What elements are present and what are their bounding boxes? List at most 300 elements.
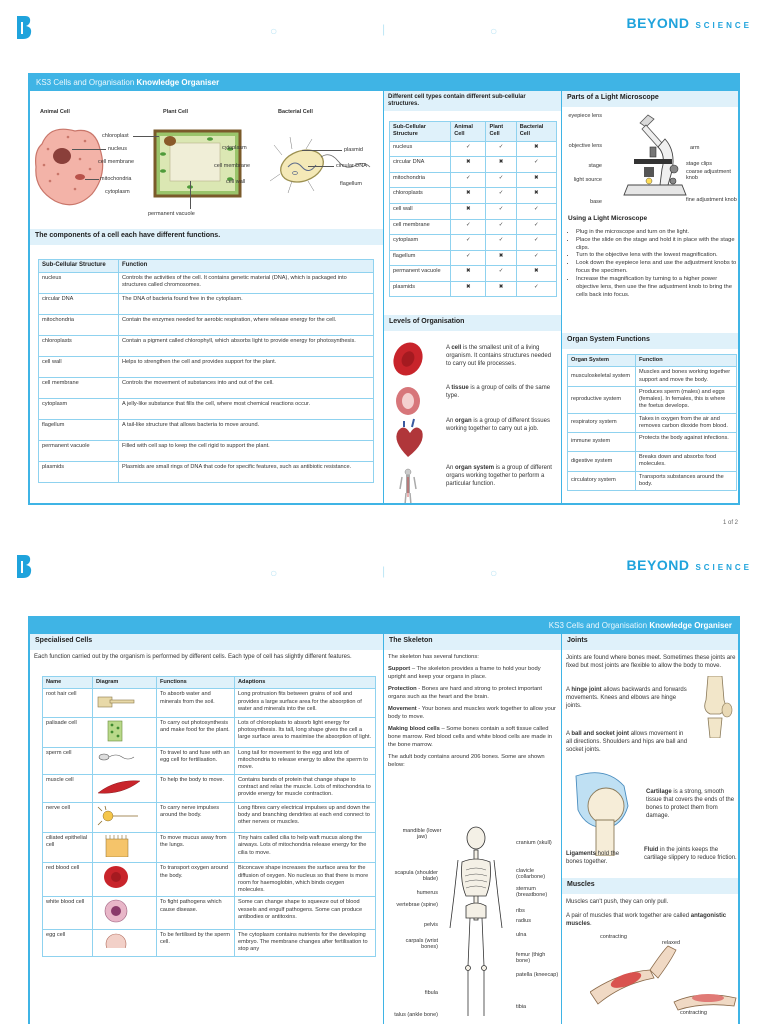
col-header: Adaptions [235, 677, 376, 689]
page2-title-prefix: KS3 Cells and Organisation [548, 621, 648, 630]
table-row [390, 281, 557, 297]
function-text: – Some bones contain a soft tissue called bone marrow. Red blood cells and white blood cells are made in the bone marrow. [388, 725, 553, 748]
table-row [43, 863, 376, 897]
function-term: Support [388, 665, 411, 672]
col-header: Organ System [568, 355, 636, 367]
table-row [39, 398, 374, 419]
arm-muscles-icon [590, 942, 740, 1012]
presence-mark: ✓ [516, 281, 556, 297]
organ-system-cell: respiratory system [568, 413, 636, 433]
cell-name: egg cell [43, 929, 93, 956]
presence-mark: ✓ [451, 141, 486, 157]
cell-function: To fight pathogens which cause disease. [157, 897, 235, 929]
level-term: cell [451, 345, 462, 351]
joint-text: A [566, 731, 572, 737]
table-row [390, 235, 557, 251]
presence-mark: ✓ [451, 172, 486, 188]
col-header: Diagram [93, 677, 157, 689]
label-relaxed: relaxed [662, 940, 681, 946]
fluid-text [644, 846, 738, 862]
joint-text: is a strong, smooth tissue that covers the ends of the bones to protect them from damage. [646, 789, 735, 820]
using-step: • Place the slide on the stage and hold it in place with the stage clips. [576, 237, 738, 253]
label-patella: patella (kneecap) [516, 972, 559, 978]
table-row [390, 250, 557, 266]
cell-function: To carry nerve impulses around the body. [157, 802, 235, 832]
label-talus: talus (ankle bone) [394, 1012, 438, 1018]
bacterial-cell-heading: Bacterial Cell [278, 109, 313, 115]
function-cell: Controls the movement of substances into and out of the cell. [119, 377, 374, 398]
organ-function-cell: Breaks down and absorbs food molecules. [636, 452, 737, 472]
structure-cell: plasmids [39, 461, 119, 482]
joint-text: A [566, 687, 572, 693]
joint-text: allows movement in all directions. Shoulders and hips are ball and socket joints. [566, 731, 688, 754]
page2-titlebar [30, 618, 738, 634]
structure-cell: flagellum [390, 250, 451, 266]
leader-line [85, 179, 99, 180]
label-cranium: cranium (skull) [516, 840, 552, 846]
skeleton-function [388, 726, 556, 750]
components-heading: The components of a cell each have different functions. [30, 229, 383, 245]
table-row [390, 203, 557, 219]
structure-cell: permanent vacuole [390, 266, 451, 282]
hinge-joint-text [566, 686, 688, 710]
level-text: is the smallest unit of a living organism. It contains structures needed to carry out life processes. [446, 345, 552, 367]
label-ulna: ulna [516, 932, 527, 938]
organ-system-cell: immune system [568, 433, 636, 452]
specialised-table [42, 676, 376, 957]
level-term: organ system [455, 465, 495, 471]
page2-title-main: Knowledge Organiser [649, 621, 732, 630]
joint-text: allows backwards and forwards movements. Knees and elbows are hinge joints. [566, 687, 687, 710]
brand-text: BEYOND [626, 557, 690, 573]
table-row [43, 929, 376, 956]
function-cell: Contain a pigment called chlorophyll, which absorbs light to provide energy for photosynthesis. [119, 335, 374, 356]
level-organ [446, 418, 556, 434]
table-row [568, 433, 737, 452]
presence-mark: ✖ [486, 281, 516, 297]
label-tibia: tibia [516, 1004, 527, 1010]
cell-adaption: Some can change shape to squeeze out of blood vessels and engulf pathogens. Some can produce antibodies or antitoxins. [235, 897, 376, 929]
cell-adaption: Biconcave shape increases the surface area for the diffusion of oxygen. No nucleus so that there is more room for haemoglobin, which binds oxygen molecules. [235, 863, 376, 897]
presence-mark: ✓ [516, 219, 556, 235]
column-divider [383, 91, 384, 505]
deco-circle-icon: ○ [490, 566, 498, 580]
leader-line [72, 149, 106, 150]
table-row [43, 897, 376, 929]
table-row [39, 314, 374, 335]
skeleton-function [388, 686, 556, 702]
joints-intro: Joints are found where bones meet. Sometimes these joints are fixed but most joints are flexible to allow the body to move. [566, 655, 736, 670]
level-text: A [446, 385, 452, 391]
brand-name [627, 15, 752, 31]
function-text: – The skeleton provides a frame to hold your body upright and keep your organs in place. [388, 665, 541, 680]
presence-mark: ✖ [451, 157, 486, 173]
joint-text: in the joints keeps the cartilage slippery to reduce friction. [644, 847, 737, 862]
beyond-logo-icon [14, 553, 34, 579]
deco-bar-icon: | [382, 22, 386, 36]
presence-mark: ✓ [486, 188, 516, 204]
label-clavicle: clavicle (collarbone) [516, 868, 546, 881]
structure-cell: cytoplasm [390, 235, 451, 251]
page1-organiser [28, 73, 740, 505]
joint-term: hinge joint [571, 687, 602, 693]
cell-adaption: Long protrusion fits between grains of soil and provides a large surface area for the absorption of water and minerals into the cell. [235, 689, 376, 717]
using-step: • Increase the magnification by turning to a higher power objective lens, then use the fine adjustment knob to bring the cells back into focus. [576, 276, 738, 299]
label-nucleus: nucleus [108, 146, 127, 152]
structure-cell: circular DNA [39, 293, 119, 314]
presence-mark: ✓ [451, 235, 486, 251]
joint-term: Ligaments [566, 851, 597, 857]
structure-cell: cell membrane [39, 377, 119, 398]
function-text: - Your bones and muscles work together to allow your body to move. [388, 705, 556, 720]
types-heading: Different cell types contain different sub-cellular structures. [384, 91, 561, 111]
presence-mark: ✓ [486, 266, 516, 282]
label-scapula: scapula (shoulder blade) [394, 870, 438, 883]
label-cytoplasm-plant: cytoplasm [222, 145, 247, 151]
function-cell: Contain the enzymes needed for aerobic respiration, where release energy for the cell. [119, 314, 374, 335]
cell-diagram-icon [93, 863, 157, 897]
table-row [43, 747, 376, 774]
cell-function: To move mucus away from the lungs. [157, 833, 235, 863]
tissue-icon [396, 387, 420, 415]
table-row [39, 377, 374, 398]
table-row [568, 471, 737, 491]
structure-cell: circular DNA [390, 157, 451, 173]
label-mandible: mandible (lower jaw) [402, 828, 442, 841]
function-cell: Controls the activities of the cell. It contains genetic material (DNA), which is packaged into structures called chromosomes. [119, 272, 374, 293]
page1-title-main: Knowledge Organiser [136, 78, 220, 87]
table-row [43, 774, 376, 802]
col-header: Animal Cell [451, 122, 486, 142]
label-contracting-2: contracting [680, 1010, 707, 1016]
components-table [38, 259, 374, 483]
cell-name: ciliated epithelial cell [43, 833, 93, 863]
heart-icon [396, 419, 422, 457]
level-term: tissue [451, 385, 469, 391]
label-objective: objective lens [568, 143, 602, 149]
presence-mark: ✓ [486, 172, 516, 188]
page-number: 1 of 2 [722, 520, 738, 526]
presence-mark: ✓ [516, 250, 556, 266]
ball-joint-text [566, 730, 688, 754]
cell-adaption: Lots of chloroplasts to absorb light energy for photosynthesis. Its tall, long shape gives the cell a large surface area to maximise the absorption of light. [235, 717, 376, 747]
level-term: organ [455, 418, 472, 424]
joint-term: Cartilage [646, 789, 672, 795]
deco-bar-icon: | [382, 564, 386, 578]
organ-function-cell: Protects the body against infections. [636, 433, 737, 452]
skeleton-icon [446, 826, 506, 1024]
organ-system-cell: circulatory system [568, 471, 636, 491]
structure-cell: permanent vacuole [39, 440, 119, 461]
specialised-heading: Specialised Cells [30, 634, 383, 650]
presence-mark: ✓ [516, 235, 556, 251]
table-row [43, 802, 376, 832]
col-header: Bacterial Cell [516, 122, 556, 142]
organ-function-cell: Muscles and bones working together support and move the body. [636, 367, 737, 387]
col-header: Sub-Cellular Structure [390, 122, 451, 142]
function-text: - Bones are hard and strong to protect important organs such as the heart and the brain. [388, 685, 543, 700]
leader-line [308, 166, 334, 167]
joint-term: ball and socket joint [571, 731, 630, 737]
label-plasmid: plasmid [344, 147, 363, 153]
label-chloroplast: chloroplast [102, 133, 129, 139]
cell-name: muscle cell [43, 774, 93, 802]
leader-line [302, 150, 342, 151]
label-sternum: sternum (breastbone) [516, 886, 548, 899]
presence-mark: ✓ [451, 219, 486, 235]
function-term: Making blood cells [388, 725, 440, 732]
presence-mark: ✓ [486, 219, 516, 235]
function-term: Movement [388, 705, 417, 712]
microscope-icon [610, 111, 690, 213]
cell-adaption: Tiny hairs called cilia to help waft mucus along the airways. Lots of mitochondria release energy for the cilia to move. [235, 833, 376, 863]
presence-mark: ✓ [486, 203, 516, 219]
microscope-heading: Parts of a Light Microscope [562, 91, 740, 107]
organ-systems-table [567, 354, 737, 491]
label-cell-membrane: cell membrane [98, 159, 135, 165]
structure-cell: cell wall [39, 356, 119, 377]
presence-mark: ✖ [516, 172, 556, 188]
table-row [43, 833, 376, 863]
skeleton-text [388, 654, 556, 774]
cell-function: To be fertilised by the sperm cell. [157, 929, 235, 956]
table-row [568, 452, 737, 472]
using-step: • Turn to the objective lens with the lowest magnification. [576, 252, 738, 260]
presence-mark: ✖ [451, 281, 486, 297]
brand-text: BEYOND [626, 15, 690, 31]
label-permanent-vacuole: permanent vacuole [148, 211, 195, 217]
table-row [390, 172, 557, 188]
presence-mark: ✖ [516, 188, 556, 204]
label-circular-dna: circular DNA [336, 163, 367, 169]
skeleton-outro: The adult body contains around 206 bones. Some are shown below: [388, 753, 545, 768]
joint-text: hold the bones together. [566, 851, 620, 866]
label-light: light source [573, 177, 602, 183]
cell-diagram-drawings [30, 119, 383, 229]
knee-joint-icon [694, 676, 738, 738]
organ-systems-heading: Organ System Functions [562, 333, 740, 349]
level-text: An [446, 465, 456, 471]
label-ribs: ribs [516, 908, 525, 914]
presence-mark: ✓ [486, 141, 516, 157]
label-cell-wall: cell wall [226, 179, 246, 185]
table-row [568, 413, 737, 433]
cell-diagram-icon [93, 774, 157, 802]
presence-mark: ✖ [451, 188, 486, 204]
function-cell: Plasmids are small rings of DNA that code for specific features, such as antibiotic resistance. [119, 461, 374, 482]
cell-diagrams [30, 91, 383, 229]
presence-mark: ✖ [486, 250, 516, 266]
col-header: Function [636, 355, 737, 367]
cell-function: To travel to and fuse with an egg cell for fertilisation. [157, 747, 235, 774]
cell-name: sperm cell [43, 747, 93, 774]
leader-line [133, 136, 159, 137]
cartilage-text [646, 788, 738, 820]
function-cell: Filled with cell sap to keep the cell rigid to support the plant. [119, 440, 374, 461]
col-header: Functions [157, 677, 235, 689]
levels-heading: Levels of Organisation [384, 315, 561, 331]
organ-system-cell: reproductive system [568, 386, 636, 413]
function-cell: A tail-like structure that allows bacteria to move around. [119, 419, 374, 440]
label-pelvis: pelvis [423, 922, 438, 928]
organ-system-cell: musculoskeletal system [568, 367, 636, 387]
cell-function: To carry out photosynthesis and make food for the plant. [157, 717, 235, 747]
brand-suffix: SCIENCE [695, 21, 752, 30]
label-carpals: carpals (wrist bones) [405, 938, 438, 951]
label-base: base [590, 199, 602, 205]
level-cell [446, 345, 556, 368]
col-header: Plant Cell [486, 122, 516, 142]
cell-function: To absorb water and minerals from the soil. [157, 689, 235, 717]
using-steps [568, 229, 738, 299]
cell-name: white blood cell [43, 897, 93, 929]
skeleton-heading: The Skeleton [384, 634, 561, 650]
function-cell: A jelly-like substance that fills the cell, where most chemical reactions occur. [119, 398, 374, 419]
label-coarse: coarse adjustment knob [686, 169, 731, 182]
joints-heading: Joints [562, 634, 740, 650]
organ-system-cell: digestive system [568, 452, 636, 472]
col-header: Sub-Cellular Structure [39, 260, 119, 273]
column-divider [561, 91, 562, 505]
label-flagellum: flagellum [340, 181, 363, 187]
function-cell: Helps to strengthen the cell and provides support for the plant. [119, 356, 374, 377]
shoulder-joint-icon [566, 766, 642, 856]
label-contracting: contracting [600, 934, 627, 940]
presence-mark: ✓ [486, 235, 516, 251]
cell-adaption: The cytoplasm contains nutrients for the developing embryo. The membrane changes after fertilisation to stop any [235, 929, 376, 956]
structure-cell: nucleus [39, 272, 119, 293]
types-table [389, 121, 557, 297]
level-text: is a group of cells of the same type. [446, 385, 551, 399]
structure-cell: cell wall [390, 203, 451, 219]
label-femur: femur (thigh bone) [516, 952, 546, 965]
cell-diagram-icon [93, 689, 157, 717]
table-row [39, 272, 374, 293]
label-vertebrae: vertebrae (spine) [396, 902, 438, 908]
structure-cell: nucleus [390, 141, 451, 157]
presence-mark: ✖ [451, 203, 486, 219]
table-row [39, 293, 374, 314]
cell-adaption: Contains bands of protein that change shape to contract and relax the muscle. Lots of mitochondria to provide energy for muscle contraction. [235, 774, 376, 802]
cell-name: red blood cell [43, 863, 93, 897]
column-divider [561, 634, 562, 1024]
deco-circle-icon: ○ [270, 24, 278, 38]
cell-name: root hair cell [43, 689, 93, 717]
function-cell: The DNA of bacteria found free in the cytoplasm. [119, 293, 374, 314]
skeleton-function [388, 706, 556, 722]
table-row [39, 419, 374, 440]
deco-circle-icon: ○ [270, 566, 278, 580]
table-row [390, 219, 557, 235]
using-step: • Plug in the microscope and turn on the light. [576, 229, 738, 237]
table-row [390, 157, 557, 173]
table-row [39, 335, 374, 356]
muscles-heading: Muscles [562, 878, 740, 894]
level-text: A [446, 345, 452, 351]
organ-function-cell: Takes in oxygen from the air and removes carbon dioxide from blood. [636, 413, 737, 433]
level-text: An [446, 418, 456, 424]
specialised-intro: Each function carried out by the organism is performed by different cells. Each type of cell has slightly different features. [34, 654, 352, 660]
leader-line [190, 181, 191, 209]
brand-suffix: SCIENCE [695, 563, 752, 572]
cell-diagram-icon [93, 833, 157, 863]
muscle-text: . [590, 921, 592, 928]
structure-cell: mitochondria [390, 172, 451, 188]
presence-mark: ✓ [516, 203, 556, 219]
table-row [39, 440, 374, 461]
table-row [568, 367, 737, 387]
page1-titlebar [30, 75, 738, 91]
deco-circle-icon: ○ [490, 24, 498, 38]
cell-diagram-icon [93, 802, 157, 832]
structure-cell: plasmids [390, 281, 451, 297]
plant-cell-heading: Plant Cell [163, 109, 189, 115]
label-clips: stage clips [686, 161, 712, 167]
muscle-text: A pair of muscles that work together are called [566, 913, 691, 919]
table-row [39, 356, 374, 377]
presence-mark: ✓ [516, 157, 556, 173]
page2-organiser [28, 616, 740, 1024]
col-header: Function [119, 260, 374, 273]
cell-function: To transport oxygen around the body. [157, 863, 235, 897]
table-row [390, 266, 557, 282]
skeleton-intro: The skeleton has several functions: [388, 654, 479, 660]
cell-adaption: Long tail for movement to the egg and lots of mitochondria to release energy to allow the sperm to move. [235, 747, 376, 774]
antagonistic-text [566, 912, 736, 928]
label-eyepiece: eyepiece lens [568, 113, 602, 119]
function-term: Protection [388, 685, 417, 692]
label-mitochondria: mitochondria [100, 176, 132, 182]
label-humerus: humerus [416, 890, 438, 896]
column-divider [383, 634, 384, 1024]
organ-function-cell: Transports substances around the body. [636, 471, 737, 491]
cell-name: palisade cell [43, 717, 93, 747]
cell-function: To help the body to move. [157, 774, 235, 802]
label-stage: stage [588, 163, 602, 169]
table-row [390, 141, 557, 157]
level-text: is a group of different organs working together to perform a particular function. [446, 465, 552, 487]
levels-illustrations [390, 337, 430, 505]
cell-diagram-icon [93, 717, 157, 747]
animal-cell-heading: Animal Cell [40, 109, 70, 115]
body-system-icon [400, 469, 416, 505]
presence-mark: ✖ [516, 266, 556, 282]
label-cell-membrane-plant: cell membrane [214, 163, 251, 169]
presence-mark: ✖ [451, 266, 486, 282]
label-arm: arm [690, 145, 700, 151]
structure-cell: cell membrane [390, 219, 451, 235]
table-row [43, 689, 376, 717]
col-header: Name [43, 677, 93, 689]
structure-cell: chloroplasts [39, 335, 119, 356]
structure-cell: flagellum [39, 419, 119, 440]
table-row [568, 386, 737, 413]
red-cell-icon [390, 338, 428, 381]
ligaments-text [566, 850, 634, 866]
beyond-logo-icon [14, 14, 34, 40]
brand-name [627, 557, 752, 573]
presence-mark: ✖ [486, 157, 516, 173]
using-step: • Look down the eyepiece lens and use the adjustment knobs to focus the specimen. [576, 260, 738, 276]
muscles-text: Muscles can't push, they can only pull. [566, 899, 669, 905]
table-row [43, 717, 376, 747]
cell-diagram-icon [93, 897, 157, 929]
muscle-term: antagonistic muscles [566, 913, 727, 928]
structure-cell: mitochondria [39, 314, 119, 335]
label-fibula: fibula [424, 990, 438, 996]
level-text: is a group of different tissues working together to carry out a job. [446, 418, 550, 432]
structure-cell: chloroplasts [390, 188, 451, 204]
